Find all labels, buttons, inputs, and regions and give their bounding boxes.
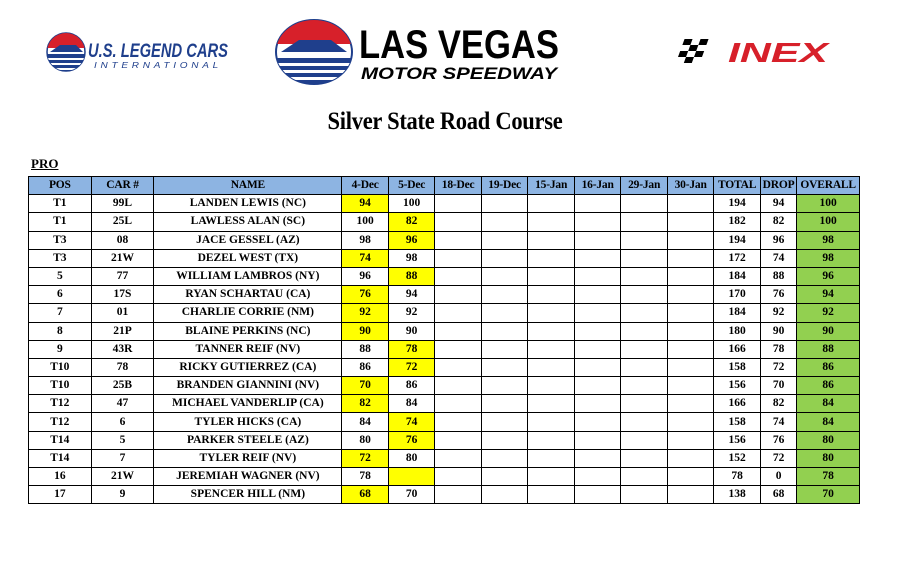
score-15-jan-cell (528, 358, 575, 376)
score-19-dec-cell (481, 231, 528, 249)
score-19-dec-cell (481, 322, 528, 340)
car-number-cell: 7 (91, 449, 154, 467)
score-16-jan-cell (574, 267, 621, 285)
score-4-dec-cell: 94 (342, 195, 389, 213)
score-5-dec-cell: 98 (388, 249, 435, 267)
overall-cell: 88 (797, 340, 860, 358)
score-29-jan-cell (621, 249, 668, 267)
col-header-29-jan: 29-Jan (621, 177, 668, 195)
drop-cell: 90 (760, 322, 796, 340)
score-30-jan-cell (667, 486, 714, 504)
drop-cell: 70 (760, 377, 796, 395)
score-15-jan-cell (528, 322, 575, 340)
score-15-jan-cell (528, 231, 575, 249)
score-29-jan-cell (621, 213, 668, 231)
car-number-cell: 25B (91, 377, 154, 395)
overall-cell: 80 (797, 449, 860, 467)
table-row (29, 213, 860, 231)
score-5-dec-cell: 96 (388, 231, 435, 249)
car-number-cell: 5 (91, 431, 154, 449)
score-18-dec-cell (435, 340, 482, 358)
score-29-jan-cell (621, 413, 668, 431)
car-number-cell: 6 (91, 413, 154, 431)
score-4-dec-cell: 78 (342, 468, 389, 486)
score-18-dec-cell (435, 468, 482, 486)
overall-cell: 96 (797, 267, 860, 285)
score-19-dec-cell (481, 304, 528, 322)
pos-cell: T1 (29, 213, 92, 231)
score-16-jan-cell (574, 431, 621, 449)
standings-table (28, 176, 860, 504)
car-number-cell: 08 (91, 231, 154, 249)
table-row (29, 340, 860, 358)
score-4-dec-cell: 84 (342, 413, 389, 431)
col-header-30-jan: 30-Jan (667, 177, 714, 195)
score-19-dec-cell (481, 213, 528, 231)
col-header-overall: OVERALL (797, 177, 860, 195)
overall-cell: 70 (797, 486, 860, 504)
score-4-dec-cell: 88 (342, 340, 389, 358)
overall-cell: 84 (797, 413, 860, 431)
overall-cell: 90 (797, 322, 860, 340)
overall-cell: 98 (797, 231, 860, 249)
score-29-jan-cell (621, 267, 668, 285)
score-16-jan-cell (574, 286, 621, 304)
score-29-jan-cell (621, 231, 668, 249)
col-header-4-dec: 4-Dec (342, 177, 389, 195)
drop-cell: 76 (760, 431, 796, 449)
col-header-18-dec: 18-Dec (435, 177, 482, 195)
driver-name-cell: LAWLESS ALAN (SC) (154, 213, 342, 231)
table-row (29, 267, 860, 285)
col-header-name: NAME (154, 177, 342, 195)
score-4-dec-cell: 92 (342, 304, 389, 322)
score-16-jan-cell (574, 322, 621, 340)
driver-name-cell: MICHAEL VANDERLIP (CA) (154, 395, 342, 413)
score-5-dec-cell: 94 (388, 286, 435, 304)
overall-cell: 86 (797, 358, 860, 376)
score-16-jan-cell (574, 395, 621, 413)
score-19-dec-cell (481, 449, 528, 467)
table-row (29, 395, 860, 413)
col-header-drop: DROP (760, 177, 796, 195)
driver-name-cell: JACE GESSEL (AZ) (154, 231, 342, 249)
pos-cell: T10 (29, 358, 92, 376)
pos-cell: T12 (29, 395, 92, 413)
drop-cell: 74 (760, 413, 796, 431)
driver-name-cell: TANNER REIF (NV) (154, 340, 342, 358)
drop-cell: 82 (760, 395, 796, 413)
total-cell: 158 (714, 358, 761, 376)
score-5-dec-cell: 84 (388, 395, 435, 413)
score-29-jan-cell (621, 340, 668, 358)
score-16-jan-cell (574, 358, 621, 376)
score-18-dec-cell (435, 304, 482, 322)
overall-cell: 100 (797, 213, 860, 231)
driver-name-cell: DEZEL WEST (TX) (154, 249, 342, 267)
col-header-5-dec: 5-Dec (388, 177, 435, 195)
table-row (29, 304, 860, 322)
drop-cell: 72 (760, 449, 796, 467)
inex-logo-text: INEX (728, 37, 832, 68)
score-18-dec-cell (435, 486, 482, 504)
score-4-dec-cell: 80 (342, 431, 389, 449)
score-5-dec-cell: 72 (388, 358, 435, 376)
overall-cell: 86 (797, 377, 860, 395)
score-5-dec-cell: 82 (388, 213, 435, 231)
score-5-dec-cell: 70 (388, 486, 435, 504)
table-row (29, 377, 860, 395)
score-30-jan-cell (667, 304, 714, 322)
score-19-dec-cell (481, 468, 528, 486)
score-15-jan-cell (528, 449, 575, 467)
col-header-16-jan: 16-Jan (574, 177, 621, 195)
score-30-jan-cell (667, 413, 714, 431)
pos-cell: T3 (29, 249, 92, 267)
us-legend-cars-logo (46, 32, 231, 74)
score-5-dec-cell: 90 (388, 322, 435, 340)
drop-cell: 78 (760, 340, 796, 358)
score-16-jan-cell (574, 195, 621, 213)
score-16-jan-cell (574, 377, 621, 395)
score-15-jan-cell (528, 286, 575, 304)
score-18-dec-cell (435, 377, 482, 395)
score-18-dec-cell (435, 213, 482, 231)
score-19-dec-cell (481, 267, 528, 285)
score-16-jan-cell (574, 249, 621, 267)
score-16-jan-cell (574, 413, 621, 431)
score-5-dec-cell: 78 (388, 340, 435, 358)
score-30-jan-cell (667, 431, 714, 449)
score-30-jan-cell (667, 449, 714, 467)
score-29-jan-cell (621, 358, 668, 376)
drop-cell: 0 (760, 468, 796, 486)
drop-cell: 94 (760, 195, 796, 213)
table-row (29, 322, 860, 340)
score-15-jan-cell (528, 413, 575, 431)
score-5-dec-cell (388, 468, 435, 486)
car-number-cell: 78 (91, 358, 154, 376)
table-row (29, 449, 860, 467)
car-number-cell: 99L (91, 195, 154, 213)
score-15-jan-cell (528, 395, 575, 413)
score-30-jan-cell (667, 322, 714, 340)
total-cell: 138 (714, 486, 761, 504)
score-15-jan-cell (528, 304, 575, 322)
car-number-cell: 43R (91, 340, 154, 358)
pos-cell: 7 (29, 304, 92, 322)
table-row (29, 431, 860, 449)
score-18-dec-cell (435, 286, 482, 304)
score-4-dec-cell: 68 (342, 486, 389, 504)
score-19-dec-cell (481, 486, 528, 504)
table-row (29, 231, 860, 249)
legend-logo-sub-text: INTERNATIONAL (94, 61, 222, 70)
total-cell: 194 (714, 231, 761, 249)
score-15-jan-cell (528, 486, 575, 504)
score-19-dec-cell (481, 413, 528, 431)
total-cell: 78 (714, 468, 761, 486)
score-30-jan-cell (667, 267, 714, 285)
pos-cell: 9 (29, 340, 92, 358)
car-number-cell: 21P (91, 322, 154, 340)
score-15-jan-cell (528, 468, 575, 486)
score-29-jan-cell (621, 322, 668, 340)
score-30-jan-cell (667, 468, 714, 486)
lvms-logo-main-text: LAS VEGAS (359, 23, 559, 67)
score-30-jan-cell (667, 213, 714, 231)
table-row (29, 195, 860, 213)
table-row (29, 413, 860, 431)
pos-cell: T3 (29, 231, 92, 249)
score-18-dec-cell (435, 267, 482, 285)
driver-name-cell: PARKER STEELE (AZ) (154, 431, 342, 449)
lvms-logo-sub-text: MOTOR SPEEDWAY (361, 64, 559, 83)
overall-cell: 94 (797, 286, 860, 304)
score-18-dec-cell (435, 395, 482, 413)
table-row (29, 286, 860, 304)
pos-cell: 5 (29, 267, 92, 285)
score-15-jan-cell (528, 249, 575, 267)
car-number-cell: 77 (91, 267, 154, 285)
driver-name-cell: TYLER REIF (NV) (154, 449, 342, 467)
score-18-dec-cell (435, 431, 482, 449)
pos-cell: T12 (29, 413, 92, 431)
total-cell: 170 (714, 286, 761, 304)
standings-body (29, 195, 860, 504)
class-label: PRO (31, 156, 59, 171)
overall-cell: 100 (797, 195, 860, 213)
score-29-jan-cell (621, 486, 668, 504)
car-number-cell: 21W (91, 249, 154, 267)
total-cell: 156 (714, 377, 761, 395)
score-15-jan-cell (528, 195, 575, 213)
score-19-dec-cell (481, 249, 528, 267)
pos-cell: T1 (29, 195, 92, 213)
col-header-total: TOTAL (714, 177, 761, 195)
score-16-jan-cell (574, 231, 621, 249)
car-number-cell: 9 (91, 486, 154, 504)
total-cell: 184 (714, 304, 761, 322)
table-row (29, 249, 860, 267)
score-18-dec-cell (435, 358, 482, 376)
overall-cell: 78 (797, 468, 860, 486)
col-header-15-jan: 15-Jan (528, 177, 575, 195)
driver-name-cell: JEREMIAH WAGNER (NV) (154, 468, 342, 486)
car-number-cell: 21W (91, 468, 154, 486)
total-cell: 172 (714, 249, 761, 267)
drop-cell: 82 (760, 213, 796, 231)
las-vegas-motor-speedway-logo (275, 18, 565, 86)
driver-name-cell: LANDEN LEWIS (NC) (154, 195, 342, 213)
drop-cell: 74 (760, 249, 796, 267)
score-16-jan-cell (574, 468, 621, 486)
drop-cell: 68 (760, 486, 796, 504)
score-5-dec-cell: 74 (388, 413, 435, 431)
score-4-dec-cell: 86 (342, 358, 389, 376)
pos-cell: 17 (29, 486, 92, 504)
score-18-dec-cell (435, 249, 482, 267)
drop-cell: 88 (760, 267, 796, 285)
score-18-dec-cell (435, 413, 482, 431)
score-5-dec-cell: 86 (388, 377, 435, 395)
total-cell: 184 (714, 267, 761, 285)
driver-name-cell: CHARLIE CORRIE (NM) (154, 304, 342, 322)
score-15-jan-cell (528, 431, 575, 449)
total-cell: 152 (714, 449, 761, 467)
driver-name-cell: SPENCER HILL (NM) (154, 486, 342, 504)
score-19-dec-cell (481, 377, 528, 395)
score-5-dec-cell: 100 (388, 195, 435, 213)
driver-name-cell: BRANDEN GIANNINI (NV) (154, 377, 342, 395)
score-30-jan-cell (667, 286, 714, 304)
total-cell: 166 (714, 340, 761, 358)
score-15-jan-cell (528, 377, 575, 395)
overall-cell: 98 (797, 249, 860, 267)
inex-logo (676, 35, 831, 67)
col-header-19-dec: 19-Dec (481, 177, 528, 195)
score-29-jan-cell (621, 395, 668, 413)
car-number-cell: 25L (91, 213, 154, 231)
total-cell: 156 (714, 431, 761, 449)
overall-cell: 80 (797, 431, 860, 449)
driver-name-cell: RYAN SCHARTAU (CA) (154, 286, 342, 304)
score-18-dec-cell (435, 322, 482, 340)
pos-cell: 6 (29, 286, 92, 304)
total-cell: 158 (714, 413, 761, 431)
score-15-jan-cell (528, 267, 575, 285)
score-29-jan-cell (621, 195, 668, 213)
score-4-dec-cell: 96 (342, 267, 389, 285)
score-18-dec-cell (435, 231, 482, 249)
drop-cell: 76 (760, 286, 796, 304)
total-cell: 166 (714, 395, 761, 413)
score-5-dec-cell: 76 (388, 431, 435, 449)
overall-cell: 92 (797, 304, 860, 322)
col-header-car: CAR # (91, 177, 154, 195)
pos-cell: 16 (29, 468, 92, 486)
score-19-dec-cell (481, 358, 528, 376)
score-16-jan-cell (574, 340, 621, 358)
score-16-jan-cell (574, 449, 621, 467)
score-4-dec-cell: 76 (342, 286, 389, 304)
score-18-dec-cell (435, 449, 482, 467)
pos-cell: T10 (29, 377, 92, 395)
table-header-row (29, 177, 860, 195)
score-19-dec-cell (481, 431, 528, 449)
score-15-jan-cell (528, 340, 575, 358)
score-29-jan-cell (621, 286, 668, 304)
score-19-dec-cell (481, 395, 528, 413)
pos-cell: T14 (29, 449, 92, 467)
score-4-dec-cell: 72 (342, 449, 389, 467)
score-19-dec-cell (481, 340, 528, 358)
driver-name-cell: TYLER HICKS (CA) (154, 413, 342, 431)
table-row (29, 486, 860, 504)
table-row (29, 358, 860, 376)
total-cell: 194 (714, 195, 761, 213)
score-16-jan-cell (574, 304, 621, 322)
score-30-jan-cell (667, 377, 714, 395)
pos-cell: 8 (29, 322, 92, 340)
score-30-jan-cell (667, 195, 714, 213)
legend-logo-main-text: U.S. LEGEND CARS (88, 41, 229, 62)
driver-name-cell: RICKY GUTIERREZ (CA) (154, 358, 342, 376)
drop-cell: 72 (760, 358, 796, 376)
score-29-jan-cell (621, 304, 668, 322)
score-30-jan-cell (667, 340, 714, 358)
score-29-jan-cell (621, 449, 668, 467)
score-4-dec-cell: 100 (342, 213, 389, 231)
score-30-jan-cell (667, 231, 714, 249)
score-4-dec-cell: 90 (342, 322, 389, 340)
car-number-cell: 47 (91, 395, 154, 413)
col-header-pos: POS (29, 177, 92, 195)
pos-cell: T14 (29, 431, 92, 449)
overall-cell: 84 (797, 395, 860, 413)
driver-name-cell: WILLIAM LAMBROS (NY) (154, 267, 342, 285)
score-30-jan-cell (667, 249, 714, 267)
score-29-jan-cell (621, 377, 668, 395)
score-16-jan-cell (574, 486, 621, 504)
car-number-cell: 01 (91, 304, 154, 322)
drop-cell: 96 (760, 231, 796, 249)
page-title: Silver State Road Course (327, 108, 563, 135)
score-19-dec-cell (481, 286, 528, 304)
car-number-cell: 17S (91, 286, 154, 304)
score-15-jan-cell (528, 213, 575, 231)
driver-name-cell: BLAINE PERKINS (NC) (154, 322, 342, 340)
score-18-dec-cell (435, 195, 482, 213)
score-4-dec-cell: 98 (342, 231, 389, 249)
total-cell: 182 (714, 213, 761, 231)
score-29-jan-cell (621, 468, 668, 486)
drop-cell: 92 (760, 304, 796, 322)
score-30-jan-cell (667, 395, 714, 413)
score-16-jan-cell (574, 213, 621, 231)
table-row (29, 468, 860, 486)
score-4-dec-cell: 74 (342, 249, 389, 267)
score-4-dec-cell: 70 (342, 377, 389, 395)
score-4-dec-cell: 82 (342, 395, 389, 413)
score-29-jan-cell (621, 431, 668, 449)
score-5-dec-cell: 88 (388, 267, 435, 285)
total-cell: 180 (714, 322, 761, 340)
score-30-jan-cell (667, 358, 714, 376)
score-5-dec-cell: 92 (388, 304, 435, 322)
score-19-dec-cell (481, 195, 528, 213)
score-5-dec-cell: 80 (388, 449, 435, 467)
